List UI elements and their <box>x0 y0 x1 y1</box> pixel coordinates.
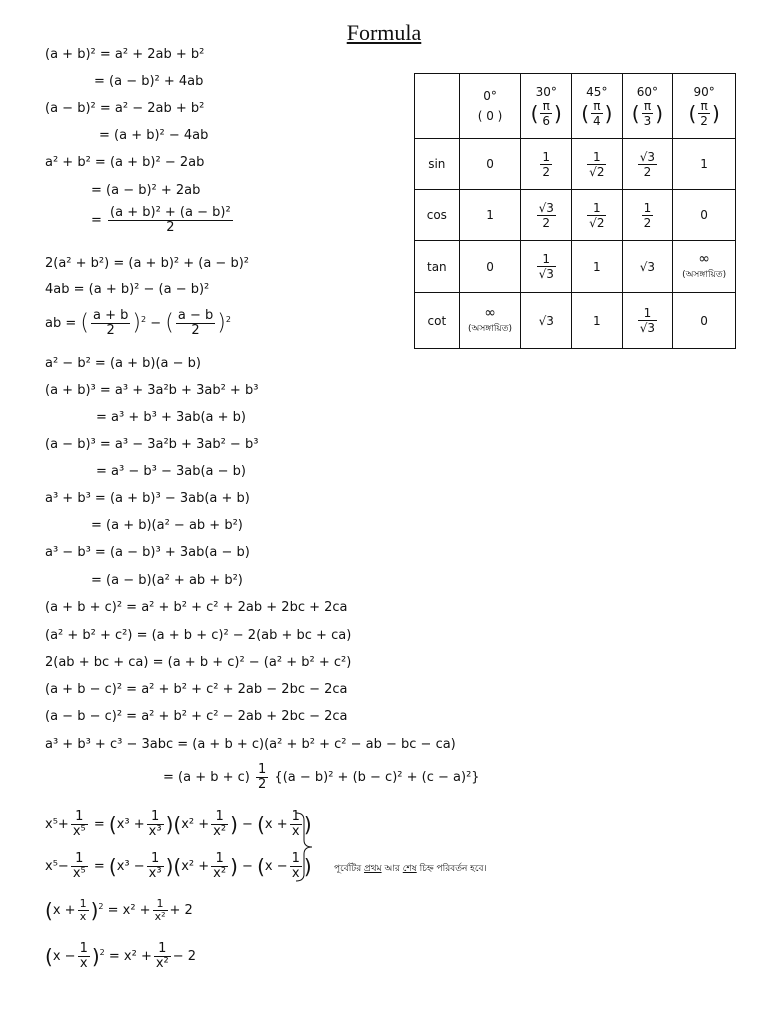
table-cell: $\frac{1}{2}$ <box>521 139 572 190</box>
table-cell: $\frac{1}{√3}$ <box>622 293 673 349</box>
table-cell: 1 <box>572 241 623 293</box>
table-cell: $\frac{1}{√3}$ <box>521 241 572 293</box>
table-cell: √3 <box>521 293 572 349</box>
formula-line: 4ab = (a + b)² − (a − b)² <box>45 282 210 297</box>
row-label-cos: cos <box>415 190 460 241</box>
table-cell: √3 <box>622 241 673 293</box>
formula-line: (a + b − c)² = a² + b² + c² + 2ab − 2bc − 2ca <box>45 682 348 697</box>
formula-line: x⁵+ $\frac{1}{\text{x⁵}}$ = (x³ + $\frac{1}{\text{x³}}$ )(x² + $\frac{1}{\text{x²}}$ ) − (x + $\frac{1}{x}$ ) <box>45 809 312 839</box>
table-header: 60° ( $\frac{\pi}{3}$ ) <box>622 74 673 139</box>
table-cell: ∞ (অসঙ্গায়িত) <box>673 241 736 293</box>
formula-line: = (a − b)(a² + ab + b²) <box>91 573 243 588</box>
table-cell: $\frac{1}{√2}$ <box>572 139 623 190</box>
table-cell: 1 <box>572 293 623 349</box>
sign-change-note: পূর্বেটির প্রথম আর শেষ চিহ্ন পরিবর্তন হবে। <box>334 864 487 874</box>
page-title: Formula <box>346 20 422 45</box>
formula-line: (a − b)³ = a³ − 3a²b + 3ab² − b³ <box>45 437 259 452</box>
formula-line: (a + b)² = a² + 2ab + b² <box>45 47 205 62</box>
table-corner <box>415 74 460 139</box>
table-header: 90° ( $\frac{\pi}{2}$ ) <box>673 74 736 139</box>
formula-line: x⁵− $\frac{1}{\text{x⁵}}$ = (x³ − $\frac{1}{\text{x³}}$ )(x² + $\frac{1}{\text{x²}}$ ) − (x − $\frac{1}{x}$ ) <box>45 851 312 881</box>
formula-line: = a³ + b³ + 3ab(a + b) <box>96 410 246 425</box>
formula-line: = (a + b)² − 4ab <box>99 128 209 143</box>
row-label-tan: tan <box>415 241 460 293</box>
formula-line: a³ − b³ = (a − b)³ + 3ab(a − b) <box>45 545 250 560</box>
formula-line: a³ + b³ + c³ − 3abc = (a + b + c)(a² + b² + c² − ab − bc − ca) <box>45 737 456 752</box>
row-label-sin: sin <box>415 139 460 190</box>
formula-line: ab = ( $\frac{a + b}{2}$ )$^2$ − ( $\frac{a - b}{2}$ )$^2$ <box>45 308 231 338</box>
formula-line: 2(a² + b²) = (a + b)² + (a − b)² <box>45 256 249 271</box>
formula-line: 2(ab + bc + ca) = (a + b + c)² − (a² + b² + c²) <box>45 655 352 670</box>
table-cell: 1 <box>673 139 736 190</box>
formula-line: (x + $\frac{1}{x}$ )$^2$ = x² + $\frac{1}{\text{x²}}$ + 2 <box>45 897 193 923</box>
formula-line: = (a + b)(a² − ab + b²) <box>91 518 243 533</box>
table-cell: ∞ (অসঙ্গায়িত) <box>459 293 521 349</box>
formula-line: = (a + b + c) $\frac{1}{2}$ {(a − b)² + (b − c)² + (c − a)²} <box>163 762 480 792</box>
formula-line: a² − b² = (a + b)(a − b) <box>45 356 201 371</box>
table-header: 30° ( $\frac{\pi}{6}$ ) <box>521 74 572 139</box>
formula-line: (a² + b² + c²) = (a + b + c)² − 2(ab + bc + ca) <box>45 628 352 643</box>
formula-line: = (a − b)² + 4ab <box>94 74 204 89</box>
formula-line: (a − b − c)² = a² + b² + c² − 2ab + 2bc − 2ca <box>45 709 348 724</box>
formula-line: = $\frac{\text{(a + b)² + (a − b)²}}{2}$ <box>91 205 231 235</box>
formula-line: (a + b)³ = a³ + 3a²b + 3ab² + b³ <box>45 383 259 398</box>
formula-line: a² + b² = (a + b)² − 2ab <box>45 155 205 170</box>
table-cell: 0 <box>459 241 521 293</box>
table-cell: $\frac{√3}{2}$ <box>622 139 673 190</box>
table-cell: $\frac{1}{√2}$ <box>572 190 623 241</box>
row-label-cot: cot <box>415 293 460 349</box>
formula-line: a³ + b³ = (a + b)³ − 3ab(a + b) <box>45 491 250 506</box>
table-header: 0° ( 0 ) <box>459 74 521 139</box>
formula-line: = (a − b)² + 2ab <box>91 183 201 198</box>
formula-line: (a + b + c)² = a² + b² + c² + 2ab + 2bc + 2ca <box>45 600 348 615</box>
formula-line: (x − $\frac{1}{x}$ )$^2$ = x² + $\frac{1}{\text{x²}}$ − 2 <box>45 941 197 971</box>
table-cell: 0 <box>673 293 736 349</box>
table-cell: $\frac{√3}{2}$ <box>521 190 572 241</box>
table-cell: 1 <box>459 190 521 241</box>
table-header: 45° ( $\frac{\pi}{4}$ ) <box>572 74 623 139</box>
formula-line: (a − b)² = a² − 2ab + b² <box>45 101 205 116</box>
table-cell: 0 <box>459 139 521 190</box>
formula-line: = a³ − b³ − 3ab(a − b) <box>96 464 246 479</box>
table-cell: 0 <box>673 190 736 241</box>
table-cell: $\frac{1}{2}$ <box>622 190 673 241</box>
curly-brace-icon <box>294 812 324 882</box>
trig-values-table <box>414 73 736 349</box>
